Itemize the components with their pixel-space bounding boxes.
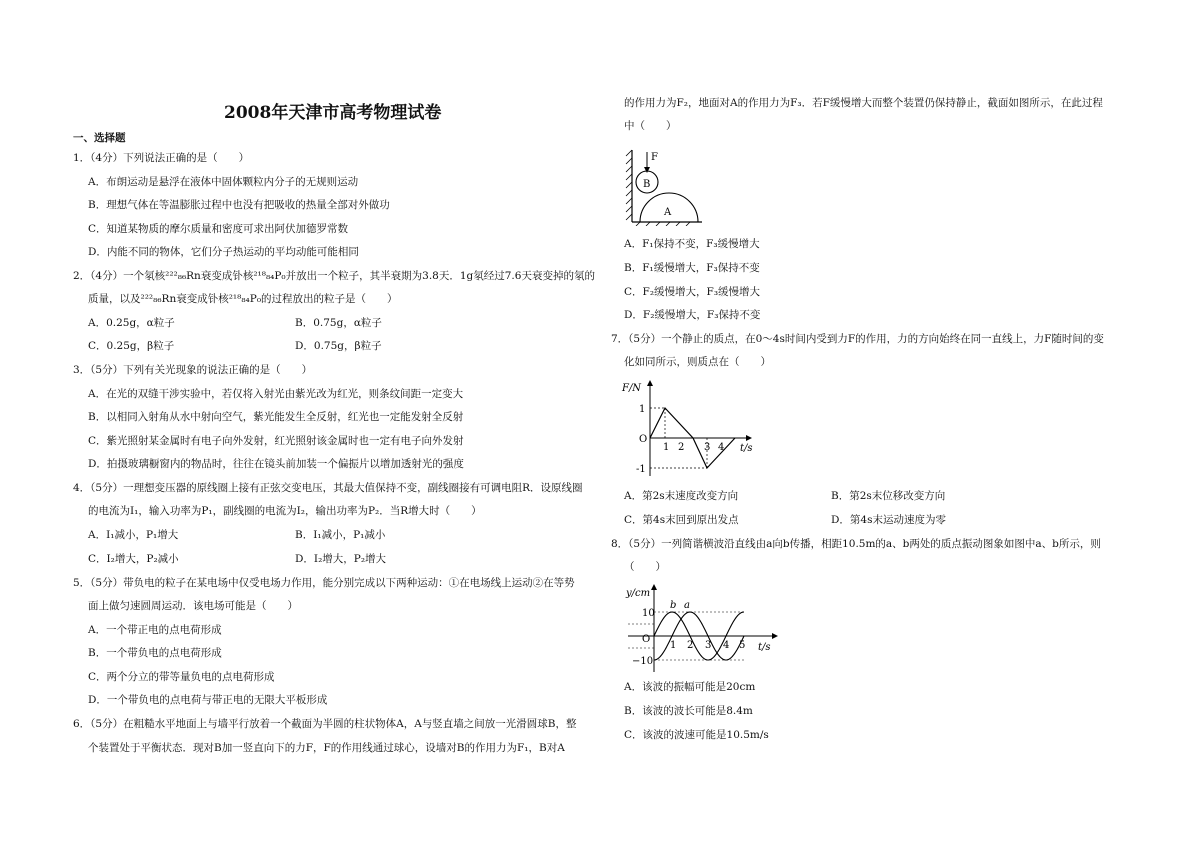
q6-figure	[624, 146, 704, 226]
q7-fig-ytick-1: 1	[639, 404, 646, 415]
q8-fig-ylabel: y/cm	[626, 588, 651, 599]
q7-option-a: A．第2s末速度改变方向	[624, 490, 739, 502]
q6-option-c: C．F₂缓慢增大，F₃缓慢增大	[624, 286, 761, 298]
q2-option-a: A．0.25g，α粒子	[88, 317, 175, 329]
q4-option-d: D．I₂增大，P₂增大	[295, 553, 387, 565]
q8-fig-curve-a-label: a	[684, 600, 690, 611]
q8-fig-xlabel: t/s	[758, 642, 771, 653]
q8-fig-origin: O	[642, 634, 651, 645]
q8-option-c: C．该波的波速可能是10.5m/s	[624, 729, 769, 741]
q8-fig-curve-b-label: b	[670, 600, 677, 611]
q6-fig-label-b: B	[643, 179, 651, 190]
q7-stem-line2: 化如同所示，则质点在（ ）	[624, 356, 771, 368]
q8-fig-xtick-3: 3	[705, 640, 712, 651]
q8-fig-ytick-neg10: −10	[632, 656, 654, 667]
q5-option-c: C．两个分立的带等量负电的点电荷形成	[88, 671, 275, 683]
q8-fig-ytick-10: 10	[642, 608, 655, 619]
q6-option-a: A．F₁保持不变，F₃缓慢增大	[624, 238, 760, 250]
page-title: 2008年天津市高考物理试卷	[224, 103, 442, 123]
q7-option-c: C．第4s末回到原出发点	[624, 514, 739, 526]
q7-fig-xtick-2: 2	[678, 442, 685, 453]
q8-stem-line1: 8．（5分）一列简谐横波沿直线由a向b传播，相距10.5m的a、b两处的质点振动图象如图中a、b所示，则	[611, 538, 1101, 550]
q7-stem-line1: 7．（5分）一个静止的质点，在0～4s时间内受到力F的作用，力的方向始终在同一直线上，力F随时间的变	[611, 333, 1104, 345]
q2-stem-line2: 质量，以及²²²₈₆Rn衰变成钋核²¹⁸₈₄P₀的过程放出的粒子是（ ）	[88, 293, 398, 305]
q7-option-b: B．第2s末位移改变方向	[831, 490, 946, 502]
q4-option-a: A．I₁减小，P₁增大	[88, 529, 179, 541]
q7-fig-xtick-1: 1	[663, 442, 670, 453]
q8-fig-xtick-2: 2	[687, 640, 694, 651]
q8-fig-xtick-4: 4	[723, 640, 730, 651]
q5-option-d: D．一个带负电的点电荷与带正电的无限大平板形成	[88, 694, 328, 706]
q4-stem-line2: 的电流为I₁，输入功率为P₁，副线圈的电流为I₂，输出功率为P₂．当R增大时（ ）	[88, 505, 482, 517]
q7-fig-xtick-4: 4	[718, 442, 725, 453]
q8-option-a: A．该波的振幅可能是20cm	[624, 681, 756, 693]
q7-fig-xtick-3: 3	[704, 442, 711, 453]
q1-option-c: C．知道某物质的摩尔质量和密度可求出阿伏加德罗常数	[88, 223, 349, 235]
q5-stem-line2: 面上做匀速圆周运动．该电场可能是（ ）	[88, 600, 298, 612]
q2-option-d: D．0.75g，β粒子	[295, 340, 382, 352]
q6-stem-line2: 个装置处于平衡状态．现对B加一竖直向下的力F，F的作用线通过球心，设墙对B的作用力为F₁，B对A	[88, 742, 565, 754]
q6-stem-line3: 的作用力为F₂，地面对A的作用力为F₃．若F缓慢增大而整个装置仍保持静止，截面如图所示，在此过程	[624, 97, 1103, 109]
q2-stem-line1: 2．（4分）一个氡核²²²₈₆Rn衰变成钋核²¹⁸₈₄P₀并放出一个粒子，其半衰期为3.8天．1g氡经过7.6天衰变掉的氡的	[73, 270, 595, 282]
q6-stem-line1: 6．（5分）在粗糙水平地面上与墙平行放着一个截面为半圆的柱状物体A，A与竖直墙之间放一光滑圆球B，整	[73, 718, 577, 730]
q1-stem: 1．（4分）下列说法正确的是（ ）	[73, 152, 250, 164]
q4-stem-line1: 4．（5分）一理想变压器的原线圈上接有正弦交变电压，其最大值保持不变，副线圈接有可调电阻R．设原线圈	[73, 482, 583, 494]
q8-fig-xtick-1: 1	[670, 640, 677, 651]
q5-option-a: A．一个带正电的点电荷形成	[88, 624, 222, 636]
q7-fig-xlabel: t/s	[740, 443, 753, 454]
q6-stem-line4: 中（ ）	[624, 120, 677, 132]
q6-fig-label-f: F	[651, 152, 658, 163]
q1-option-a: A．布朗运动是悬浮在液体中固体颗粒内分子的无规则运动	[88, 176, 359, 188]
q7-fig-ylabel: F/N	[622, 383, 642, 394]
q8-option-b: B．该波的波长可能是8.4m	[624, 705, 753, 717]
q3-option-a: A．在光的双缝干涉实验中，若仅将入射光由紫光改为红光，则条纹间距一定变大	[88, 388, 464, 400]
q7-figure	[620, 378, 760, 478]
q8-fig-xtick-5: 5	[739, 640, 746, 651]
q6-fig-label-a: A	[664, 207, 672, 218]
q8-figure	[620, 582, 780, 672]
q7-fig-origin: O	[639, 434, 648, 445]
q2-option-b: B．0.75g，α粒子	[295, 317, 382, 329]
q3-option-b: B．以相同入射角从水中射向空气，紫光能发生全反射，红光也一定能发射全反射	[88, 411, 464, 423]
q6-option-d: D．F₂缓慢增大，F₃保持不变	[624, 309, 761, 321]
q7-fig-ytick-neg1: -1	[636, 464, 646, 475]
section-heading: 一、选择题	[73, 132, 126, 144]
q3-option-d: D．拍摄玻璃橱窗内的物品时，往往在镜头前加装一个偏振片以增加透射光的强度	[88, 458, 464, 470]
q4-option-c: C．I₂增大，P₂减小	[88, 553, 179, 565]
q4-option-b: B．I₁减小，P₁减小	[295, 529, 386, 541]
q3-stem: 3．（5分）下列有关光现象的说法正确的是（ ）	[73, 364, 313, 376]
q3-option-c: C．紫光照射某金属时有电子向外发射，红光照射该金属时也一定有电子向外发射	[88, 435, 464, 447]
q8-stem-line2: （ ）	[624, 561, 666, 573]
q2-option-c: C．0.25g，β粒子	[88, 340, 175, 352]
q5-option-b: B．一个带负电的点电荷形成	[88, 647, 222, 659]
q1-option-b: B．理想气体在等温膨胀过程中也没有把吸收的热量全部对外做功	[88, 199, 390, 211]
q1-option-d: D．内能不同的物体，它们分子热运动的平均动能可能相同	[88, 246, 359, 258]
q6-option-b: B．F₁缓慢增大，F₃保持不变	[624, 262, 760, 274]
q7-option-d: D．第4s末运动速度为零	[831, 514, 946, 526]
q5-stem-line1: 5．（5分）带负电的粒子在某电场中仅受电场力作用，能分别完成以下两种运动：①在电场线上运动②在等势	[73, 577, 575, 589]
